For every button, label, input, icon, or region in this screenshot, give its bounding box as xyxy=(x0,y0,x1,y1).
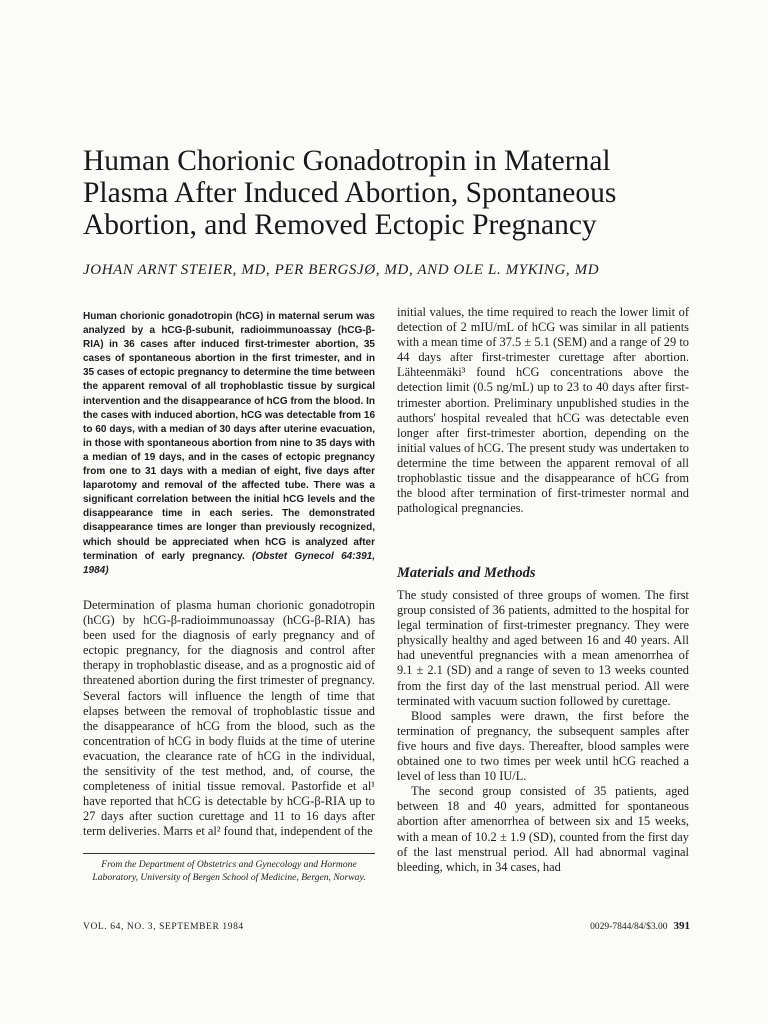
affiliation-footnote: From the Department of Obstetrics and Gynecology and Hormone Laboratory, University of Bergen School of Medicine, Bergen, Norway. xyxy=(92,859,366,883)
methods-paragraph-3: The second group consisted of 35 patients, aged between 18 and 40 years, admitted for spontaneous abortion after amenorrhea of between six and 15 weeks, with a mean of 10.2 ± 1.9 (SD), counted from the first day of the last menstrual period. All had abnormal vaginal bleeding, which, in 34 cases, had xyxy=(397,784,689,874)
journal-volume: VOL. 64, NO. 3, SEPTEMBER 1984 xyxy=(83,922,244,932)
methods-paragraph-2: Blood samples were drawn, the first before the termination of pregnancy, the subsequent samples after five hours and five days. Thereafter, blood samples were obtained one to two times per week until hCG reached a level of less than 10 IU/L. xyxy=(397,708,689,784)
abstract-text: Human chorionic gonadotropin (hCG) in maternal serum was analyzed by a hCG-β-subunit, radioimmunoassay (hCG-β-RIA) in 36 cases after induced first-trimester abortion, 35 cases of spontaneous abortion in the first trimester, and in 35 cases of ectopic pregnancy to determine the time between the apparent removal of all trophoblastic tissue by surgical intervention and the disappearance of hCG from the blood. In the cases with induced abortion, hCG was detectable from 16 to 60 days, with a median of 30 days after uterine evacuation, in those with spontaneous abortion from nine to 35 days with a median of 19 days, and in the cases of ectopic pregnancy from one to 31 days with a median of eight, five days after laparotomy and removal of the affected tube. There was a significant correlation between the initial hCG levels and the disappearance time in each series. The demonstrated disappearance times are longer than previously recognized, which should be appreciated when hCG is analyzed after termination of early pregnancy. xyxy=(83,311,375,562)
page-footer xyxy=(550,920,690,932)
article-code: 0029-7844/84/$3.00 xyxy=(590,922,668,932)
footnote-rule xyxy=(83,853,375,854)
abstract xyxy=(83,310,375,578)
section-heading-methods: Materials and Methods xyxy=(397,565,536,581)
abstract-citation: (Obstet Gynecol 64:391, 1984) xyxy=(83,550,375,576)
introduction-paragraph: Determination of plasma human chorionic gonadotropin (hCG) by hCG-β-radioimmunoassay (hCG-β-RIA) has been used for the diagnosis of early pregnancy and of ectopic pregnancy, for the diagnosis and control after therapy in trophoblastic disease, and as a prognostic aid of threatened abortion during the first trimester of pregnancy. Several factors will influence the length of time that elapses between the removal of trophoblastic tissue and the disappearance of hCG from the blood, such as the concentration of hCG in body fluids at the time of uterine evacuation, the clearance rate of hCG in the individual, the sensitivity of the test method, and, of course, the completeness of initial tissue removal. Pastorfide et al¹ have reported that hCG is detectable by hCG-β-RIA up to 27 days after suction curettage and 11 to 16 days after term deliveries. Marrs et al² found that, independent of the xyxy=(83,598,375,839)
author-list: JOHAN ARNT STEIER, MD, PER BERGSJØ, MD, AND OLE L. MYKING, MD xyxy=(83,262,600,278)
page-number: 391 xyxy=(673,920,690,932)
article-title: Human Chorionic Gonadotropin in Maternal Plasma After Induced Abortion, Spontaneous Abortion, and Removed Ectopic Pregnancy xyxy=(83,145,617,241)
methods-paragraph-1: The study consisted of three groups of women. The first group consisted of 36 patients, admitted to the hospital for legal termination of first-trimester pregnancy. They were physically healthy and aged between 16 and 40 years. All had uneventful pregnancies with a mean amenorrhea of 9.1 ± 2.1 (SD) and a range of seven to 13 weeks counted from the first day of the last menstrual period. All were terminated with vacuum suction followed by curettage. xyxy=(397,588,689,708)
continued-paragraph: initial values, the time required to reach the lower limit of detection of 2 mIU/mL of hCG was similar in all patients with a mean time of 37.5 ± 5.1 (SEM) and a range of 29 to 44 days after first-trimester curettage after abortion. Lähteenmäki³ found hCG concentrations above the detection limit (0.5 ng/mL) up to 23 to 40 days after first-trimester abortion. Preliminary unpublished studies in the authors' hospital revealed that hCG was detectable even longer after first-trimester abortion, depending on the initial values of hCG. The present study was undertaken to determine the time between the apparent removal of all trophoblastic tissue and the disappearance of hCG from the blood after termination of first-trimester normal and pathological pregnancies. xyxy=(397,305,689,516)
methods-section xyxy=(397,588,689,875)
